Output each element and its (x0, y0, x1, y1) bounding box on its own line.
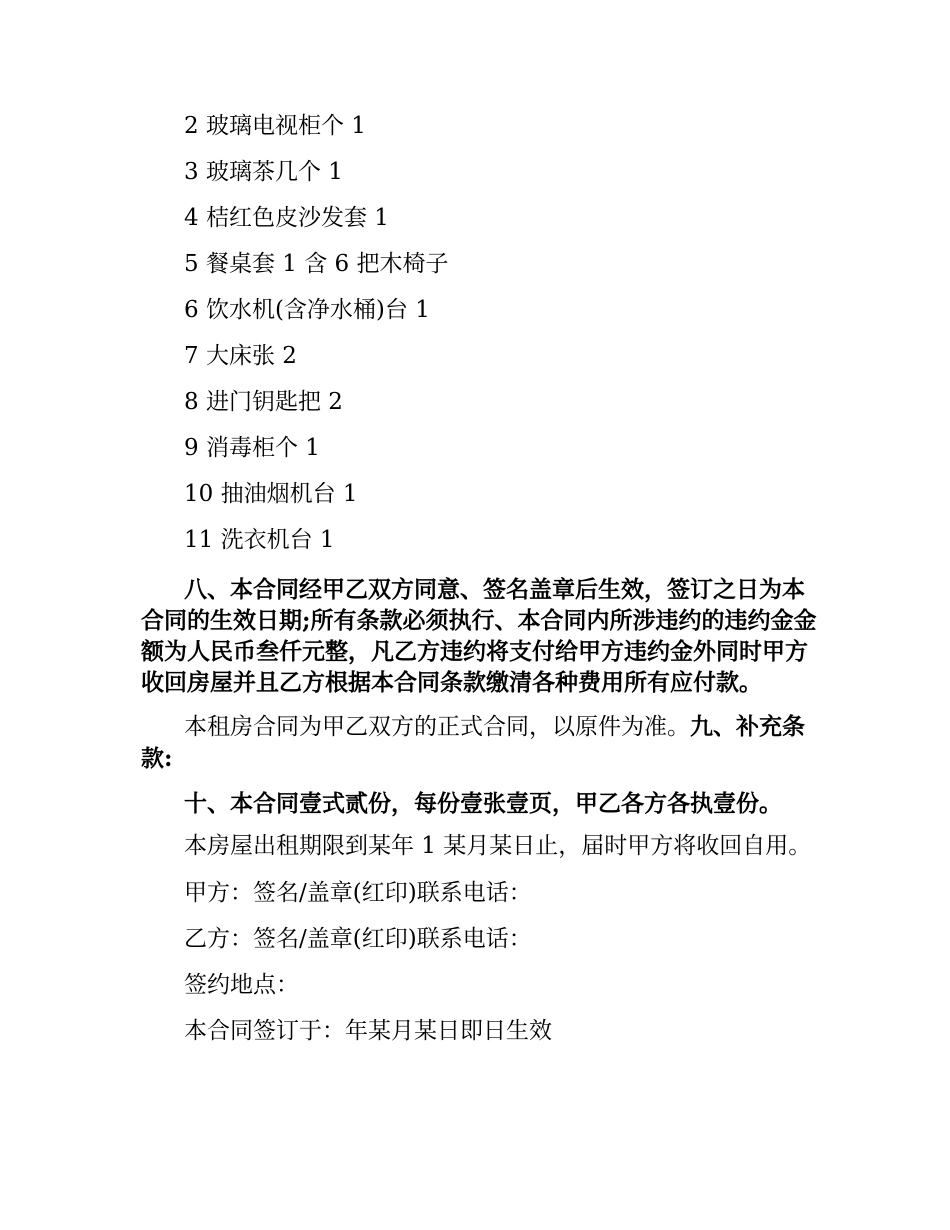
clause-10-copies: 十、本合同壹式贰份，每份壹张壹页，甲乙各方各执壹份。 (184, 790, 782, 817)
list-item: 6 饮水机(含净水桶)台 1 (184, 297, 430, 323)
lease-expiry-note: 本房屋出租期限到某年 1 某月某日止，届时甲方将收回自用。 (184, 833, 812, 859)
clause-8-effective: 八、本合同经甲乙双方同意、签名盖章后生效，签订之日为本合同的生效日期;所有条款必须执行、本合同内所涉违约的违约金金额为人民币叁仟元整，凡乙方违约将支付给甲方违约金外同时甲方收回房屋并且乙方根据本合同条款缴清各种费用所有应付款。 (141, 576, 817, 696)
signing-date-line: 本合同签订于：年某月某日即日生效 (184, 1018, 552, 1044)
list-item: 10 抽油烟机台 1 (184, 481, 358, 507)
list-item: 8 进门钥匙把 2 (184, 389, 343, 415)
formal-contract-paragraph (141, 711, 821, 775)
list-item: 11 洗衣机台 1 (184, 527, 335, 553)
inventory-list (141, 111, 821, 571)
contract-body (141, 111, 821, 1046)
list-item: 2 玻璃电视柜个 1 (184, 113, 366, 139)
clause-9-heading: 九、补充条款: (141, 713, 805, 772)
party-b-signature-line: 乙方：签名/盖章(红印)联系电话： (184, 926, 532, 952)
list-item: 4 桔红色皮沙发套 1 (184, 205, 389, 231)
signing-place-line: 签约地点： (184, 972, 299, 998)
list-item: 9 消毒柜个 1 (184, 435, 320, 461)
list-item: 3 玻璃茶几个 1 (184, 159, 343, 185)
party-a-signature-line: 甲方：签名/盖章(红印)联系电话： (184, 880, 532, 906)
list-item: 7 大床张 2 (184, 343, 297, 369)
formal-contract-text: 本租房合同为甲乙双方的正式合同，以原件为准。 (184, 714, 690, 740)
list-item: 5 餐桌套 1 含 6 把木椅子 (184, 251, 449, 277)
